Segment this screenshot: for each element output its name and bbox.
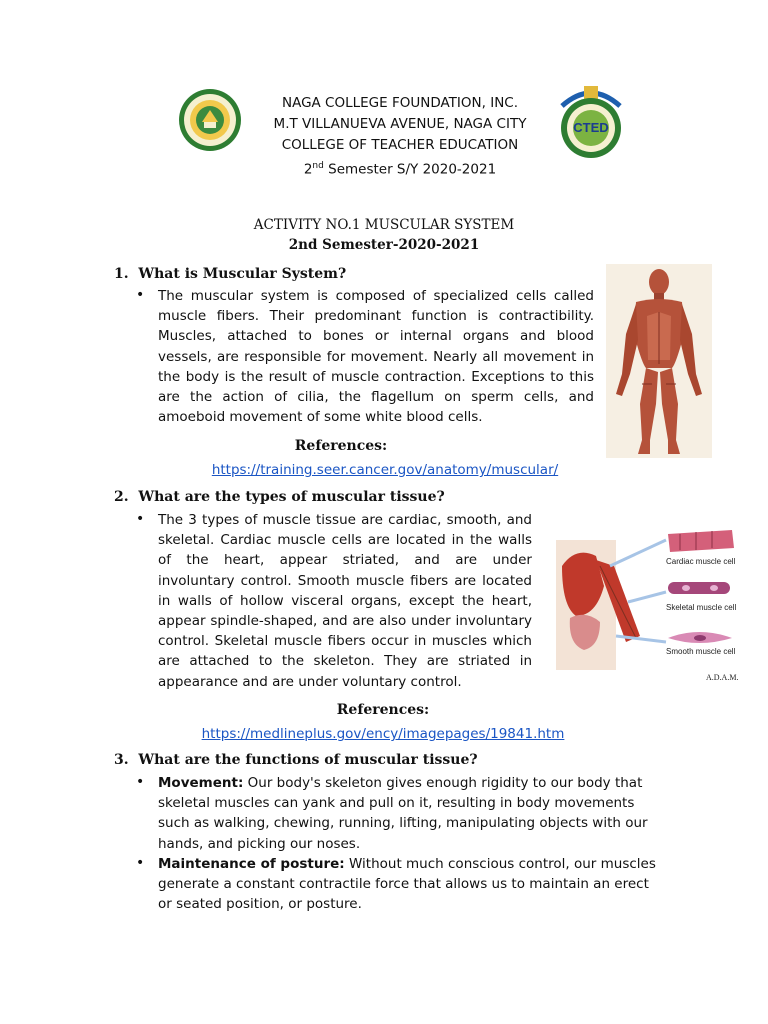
question-3-text: What are the functions of muscular tissue? <box>138 752 478 768</box>
cted-logo-text: CTED <box>573 120 609 135</box>
question-2-heading: 2. What are the types of muscular tissue? <box>114 489 445 505</box>
figure-label-skeletal: Skeletal muscle cell <box>666 603 737 612</box>
activity-subtitle: 2nd Semester-2020-2021 <box>288 237 480 253</box>
school-header <box>250 93 550 181</box>
section-2-paragraph: The 3 types of muscle tissue are cardiac, smooth, and skeletal. Cardiac muscle cells are located in the walls of the heart, appear striated, and are under involuntary control. Smooth muscle fibers are located in walls of hollow visceral organs, except the heart, appear spindle-shaped, and are also under involuntary control. Skeletal muscle fibers occur in muscles which are attached to the skeleton. They are striated in appearance and are under voluntary control. <box>158 512 532 690</box>
question-1-heading: 1. What is Muscular System? <box>114 266 347 282</box>
function-posture-text: Without much conscious control, our muscles generate a constant contractile force that allows us to maintain an erect or seated position, or posture. <box>158 856 656 913</box>
header-line-3: COLLEGE OF TEACHER EDUCATION <box>281 137 519 153</box>
references-1-label: References: <box>294 438 388 454</box>
function-posture <box>158 854 664 915</box>
header-line-1: NAGA COLLEGE FOUNDATION, INC. <box>281 95 519 111</box>
references-2-label: References: <box>336 702 430 718</box>
bullet-icon: • <box>136 511 145 527</box>
reference-1-link[interactable]: https://training.seer.cancer.gov/anatomy/muscular/ <box>211 462 559 478</box>
function-posture-term: Maintenance of posture: <box>158 856 345 872</box>
muscular-body-figure <box>606 264 712 458</box>
header-line-4: 2nd Semester S/Y 2020-2021 <box>303 161 497 178</box>
figure-label-smooth: Smooth muscle cell <box>666 647 736 656</box>
bullet-icon: • <box>136 287 145 303</box>
reference-2-link[interactable]: https://medlineplus.gov/ency/imagepages/19841.htm <box>201 726 565 742</box>
question-2-text: What are the types of muscular tissue? <box>138 489 445 505</box>
function-movement-term: Movement: <box>158 775 244 791</box>
function-movement <box>158 773 664 854</box>
activity-title-line: ACTIVITY NO.1 MUSCULAR SYSTEM <box>253 217 515 233</box>
figure-label-cardiac: Cardiac muscle cell <box>666 557 736 566</box>
cted-seal-logo <box>556 84 626 160</box>
question-1-text: What is Muscular System? <box>138 266 347 282</box>
function-movement-text: Our body's skeleton gives enough rigidity to our body that skeletal muscles can yank and pull on it, resulting in body movements such as walking, chewing, running, lifting, manipulating objects with our hands, and picking our noses. <box>158 775 648 852</box>
adam-credit: A.D.A.M. <box>706 673 739 682</box>
bullet-icon: • <box>136 774 145 790</box>
activity-title <box>200 215 568 255</box>
question-3-heading: 3. What are the functions of muscular tissue? <box>114 752 478 768</box>
college-seal-logo <box>178 88 242 152</box>
bullet-icon: • <box>136 855 145 871</box>
section-1-paragraph: The muscular system is composed of specialized cells called muscle fibers. Their predominant function is contractibility. Muscles, attached to bones or internal organs and blood vessels, are responsible for movement. Nearly all movement in the body is the result of muscle contraction. Exceptions to this are the action of cilia, the flagellum on sperm cells, and amoeboid movement of some white blood cells. <box>158 288 594 426</box>
header-line-2: M.T VILLANUEVA AVENUE, NAGA CITY <box>273 116 527 132</box>
muscle-tissue-figure <box>556 526 752 686</box>
